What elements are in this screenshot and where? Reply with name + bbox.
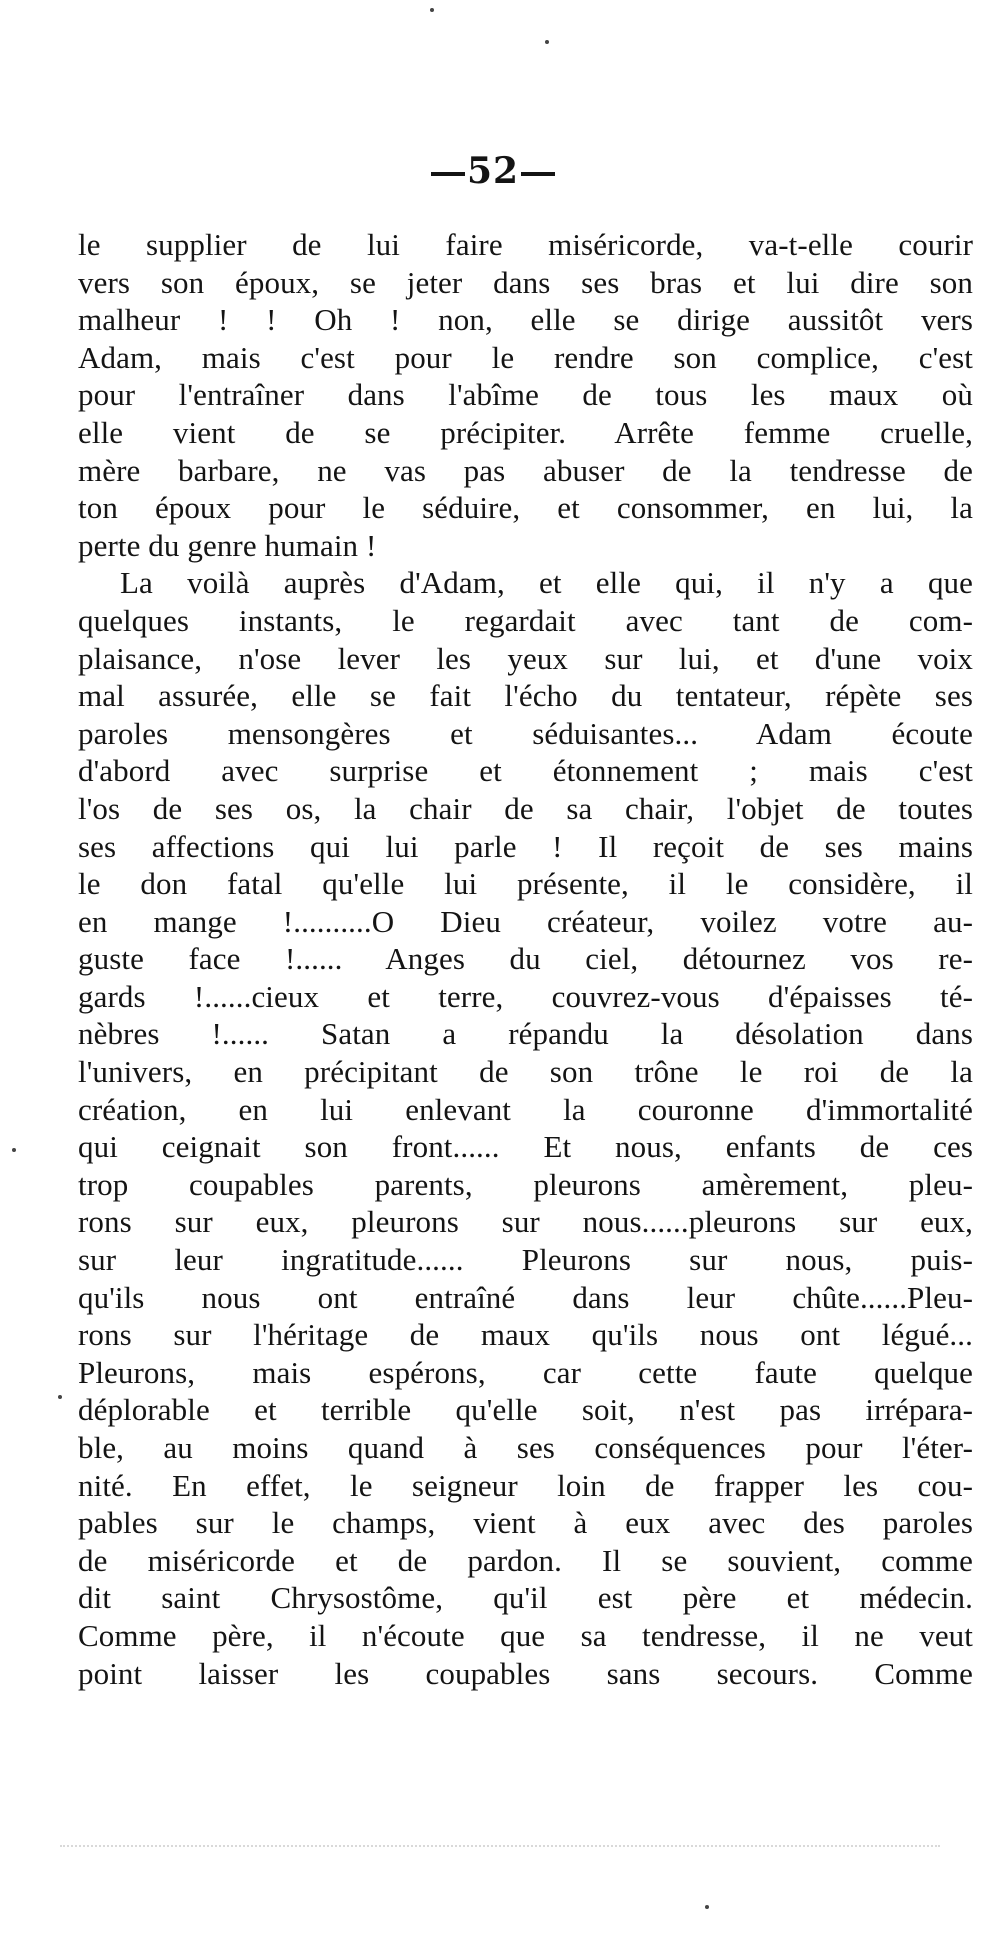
text-line: La voilà auprès d'Adam, et elle qui, il n'y a que: [120, 565, 973, 601]
text-line: création, en lui enlevant la couronne d'immortalité: [78, 1091, 973, 1127]
text-line: trop coupables parents, pleurons amèrement, pleu-: [78, 1166, 973, 1202]
text-line: vers son époux, se jeter dans ses bras et lui dire son: [78, 264, 973, 300]
text-line: gards !......cieux et terre, couvrez-vous d'épaisses té-: [78, 978, 973, 1014]
page-number-text: 52: [466, 150, 520, 192]
text-line: le don fatal qu'elle lui présente, il le considère, il: [78, 866, 973, 902]
page-number: [0, 150, 986, 192]
text-line: point laisser les coupables sans secours. Comme: [78, 1655, 973, 1691]
text-line: l'univers, en précipitant de son trône le roi de la: [78, 1054, 973, 1090]
text-line: paroles mensongères et séduisantes... Adam écoute: [78, 715, 973, 751]
text-line: mère barbare, ne vas pas abuser de la tendresse de: [78, 452, 973, 488]
dash-left: [431, 172, 465, 176]
text-line: déplorable et terrible qu'elle soit, n'est pas irrépara-: [78, 1392, 973, 1428]
text-line: d'abord avec surprise et étonnement ; mais c'est: [78, 753, 973, 789]
text-line: rons sur eux, pleurons sur nous......pleurons sur eux,: [78, 1204, 973, 1240]
text-line: pour l'entraîner dans l'abîme de tous les maux où: [78, 377, 973, 413]
text-line: nèbres !...... Satan a répandu la désolation dans: [78, 1016, 973, 1052]
body-text: [78, 226, 973, 1692]
text-line: rons sur l'héritage de maux qu'ils nous ont légué...: [78, 1317, 973, 1353]
text-line: l'os de ses os, la chair de sa chair, l'objet de toutes: [78, 790, 973, 826]
text-line: dit saint Chrysostôme, qu'il est père et médecin.: [78, 1580, 973, 1616]
text-line: elle vient de se précipiter. Arrête femme cruelle,: [78, 414, 973, 450]
ink-speck: [705, 1905, 709, 1909]
ink-speck: [430, 8, 434, 12]
text-line: Comme père, il n'écoute que sa tendresse, il ne veut: [78, 1617, 973, 1653]
text-line: de miséricorde et de pardon. Il se souvient, comme: [78, 1542, 973, 1578]
ink-speck: [58, 1395, 62, 1399]
text-line: guste face !...... Anges du ciel, détournez vos re-: [78, 941, 973, 977]
text-line: mal assurée, elle se fait l'écho du tentateur, répète ses: [78, 678, 973, 714]
text-line: malheur ! ! Oh ! non, elle se dirige aussitôt vers: [78, 302, 973, 338]
text-line: pables sur le champs, vient à eux avec des paroles: [78, 1505, 973, 1541]
text-line: en mange !..........O Dieu créateur, voilez votre au-: [78, 903, 973, 939]
dash-right: [521, 172, 555, 176]
text-line: qui ceignait son front...... Et nous, enfants de ces: [78, 1129, 973, 1165]
text-line: ton époux pour le séduire, et consommer, en lui, la: [78, 490, 973, 526]
text-line: nité. En effet, le seigneur loin de frapper les cou-: [78, 1467, 973, 1503]
text-line: plaisance, n'ose lever les yeux sur lui, et d'une voix: [78, 640, 973, 676]
text-line: ble, au moins quand à ses conséquences pour l'éter-: [78, 1430, 973, 1465]
text-line: le supplier de lui faire miséricorde, va-t-elle courir: [78, 227, 973, 262]
ink-speck: [545, 40, 549, 44]
text-line: qu'ils nous ont entraîné dans leur chûte......Pleu-: [78, 1279, 973, 1315]
text-line: perte du genre humain !: [78, 527, 377, 563]
ink-speck: [12, 1148, 16, 1152]
text-line: quelques instants, le regardait avec tant de com-: [78, 602, 973, 638]
text-line: ses affections qui lui parle ! Il reçoit de ses mains: [78, 828, 973, 864]
bleed-through-noise: [60, 1845, 940, 1869]
text-line: sur leur ingratitude...... Pleurons sur nous, puis-: [78, 1242, 973, 1278]
text-line: Adam, mais c'est pour le rendre son complice, c'est: [78, 339, 973, 375]
text-line: Pleurons, mais espérons, car cette faute quelque: [78, 1354, 973, 1390]
